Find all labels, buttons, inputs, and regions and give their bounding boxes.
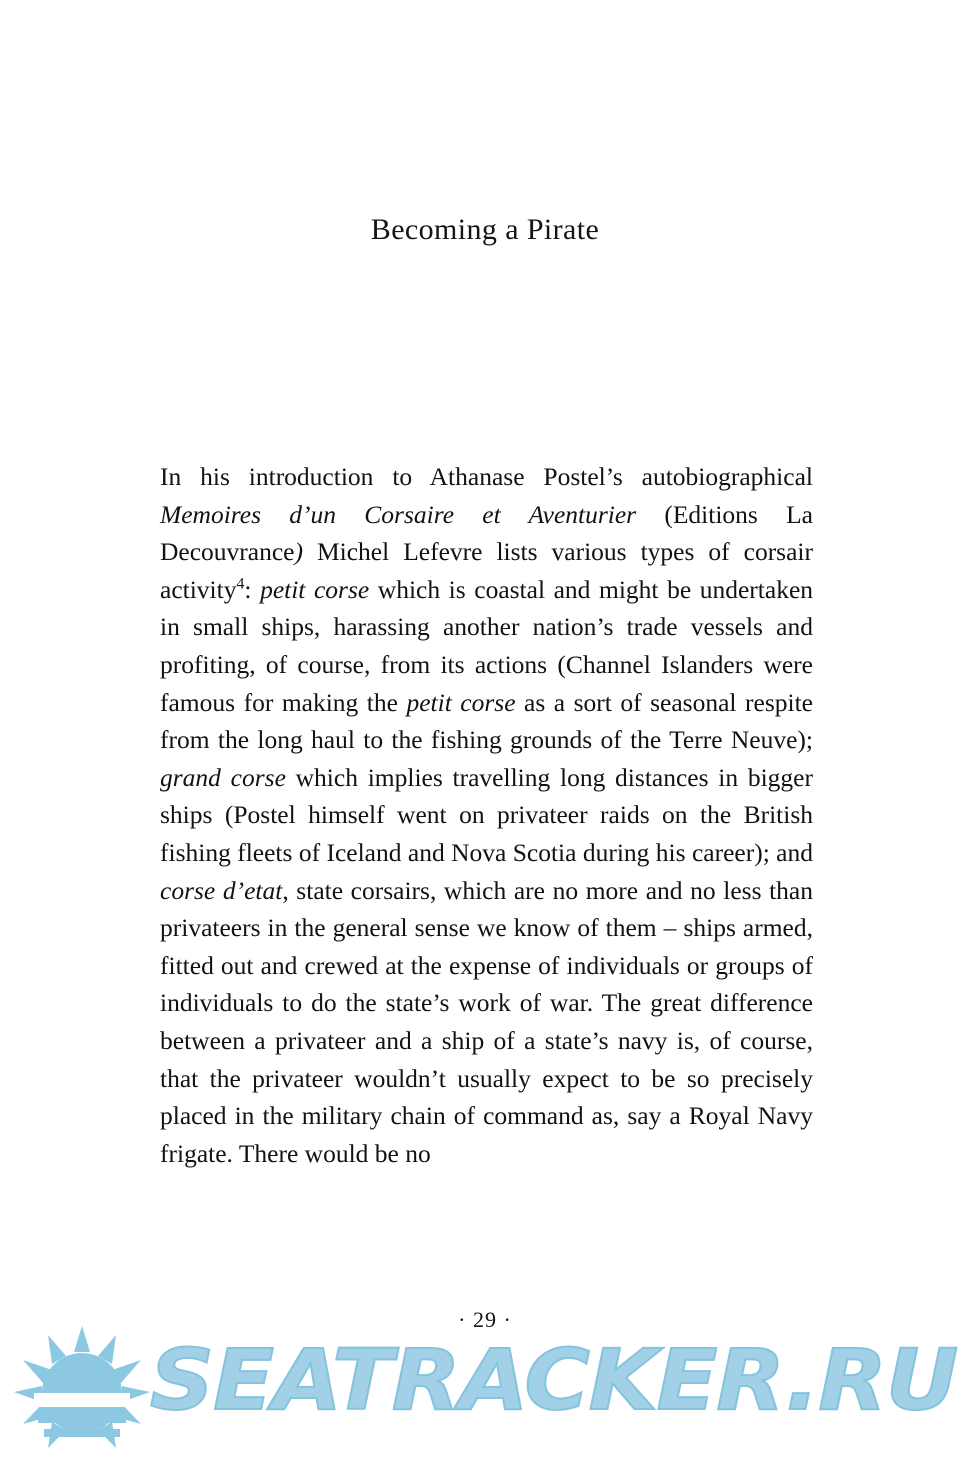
paragraph: In his introduction to Athanase Postel’s autobiographical Memoires d’un Corsaire et Aventurier (Editions La Decouvrance) Michel Lefevre lists various types of corsair activity$^4$: petit corse which is coastal and might be undertaken in small ships, harassing another nation’s trade vessels and profiting, of course, from its actions (Channel Islanders were famous for making the petit corse as a sort of seasonal respite from the long haul to the fishing grounds of the Terre Neuve); grand corse which implies travelling long distances in bigger ships (Postel himself went on privateer raids on the British fishing fleets of Iceland and Nova Scotia during his career); and corse d’etat, state corsairs, which are no more and no less than privateers in the general sense we know of them – ships armed, fitted out and crewed at the expense of individuals or groups of individuals to do the state’s work of war. The great difference between a privateer and a ship of a state’s navy is, of course, that the privateer wouldn’t usually expect to be so precisely placed in the military chain of command as, say a Royal Navy frigate. There would be no <box>160 462 814 1168</box>
watermark-text: SEATRACKER.RU <box>150 1331 958 1429</box>
body-text-block <box>160 458 813 1172</box>
watermark <box>0 1320 970 1464</box>
page-title: Becoming a Pirate <box>370 213 600 246</box>
page-number: · 29 · <box>458 1307 512 1332</box>
sunburst-icon <box>14 1326 150 1456</box>
